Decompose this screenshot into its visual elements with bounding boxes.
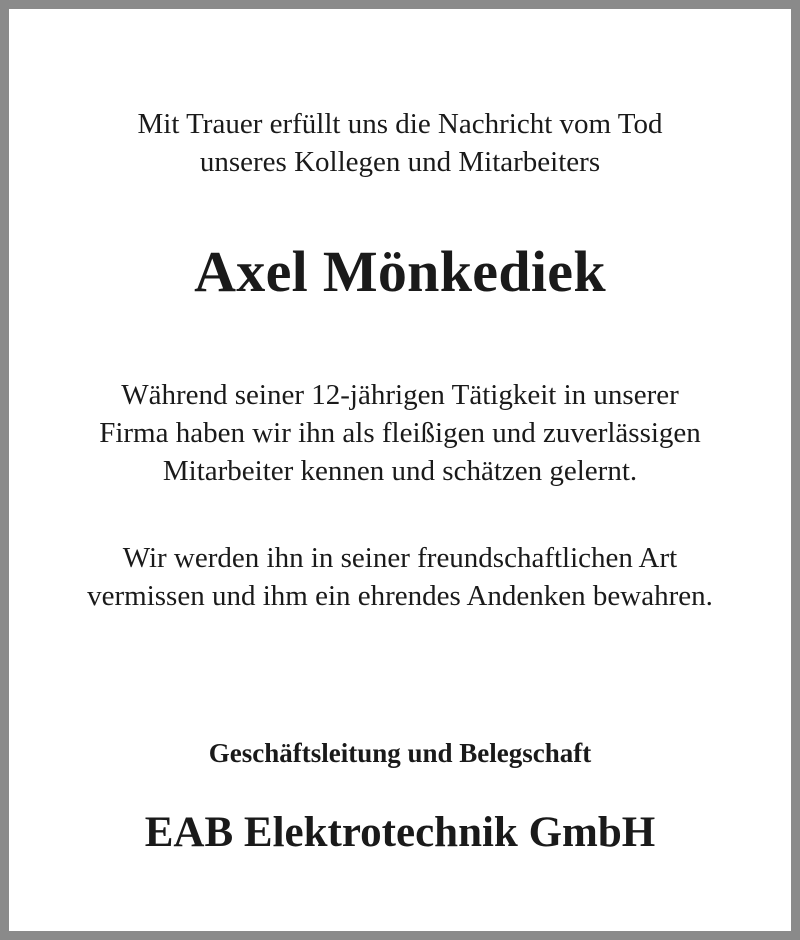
signers-line: Geschäftsleitung und Belegschaft bbox=[208, 738, 592, 768]
tribute-paragraph-2 bbox=[9, 539, 791, 615]
deceased-name: Axel Mönkediek bbox=[194, 239, 606, 304]
intro-line: Mit Trauer erfüllt uns die Nachricht vom Tod bbox=[137, 108, 663, 140]
tribute-paragraph-1 bbox=[9, 376, 791, 490]
intro-line: unseres Kollegen und Mitarbeiters bbox=[199, 146, 601, 178]
paragraph-line: Wir werden ihn in seiner freundschaftlichen Art bbox=[122, 542, 678, 574]
intro-text bbox=[9, 105, 791, 181]
company-name: EAB Elektrotechnik GmbH bbox=[144, 809, 656, 856]
paragraph-line: Firma haben wir ihn als fleißigen und zuverlässigen bbox=[99, 417, 701, 449]
paragraph-line: Während seiner 12-jährigen Tätigkeit in unserer bbox=[121, 379, 679, 411]
paragraph-line: Mitarbeiter kennen und schätzen gelernt. bbox=[162, 455, 638, 487]
paragraph-line: vermissen und ihm ein ehrendes Andenken bewahren. bbox=[87, 580, 713, 612]
